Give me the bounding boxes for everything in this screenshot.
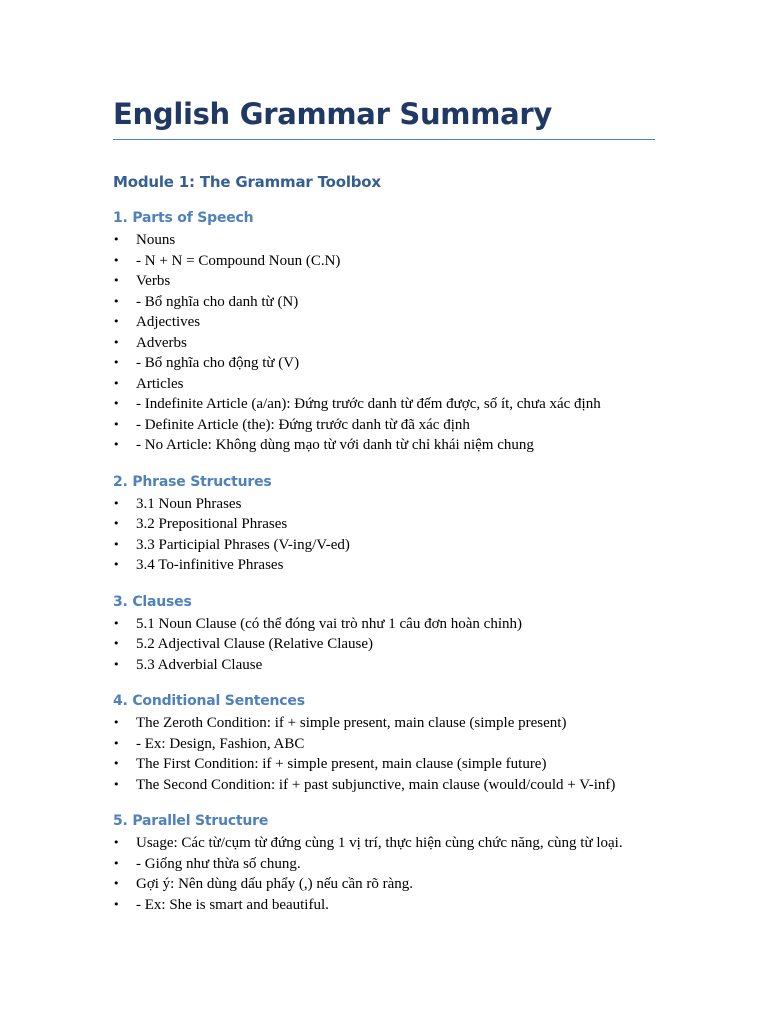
list-item-text: - Bổ nghĩa cho danh từ (N) (136, 293, 299, 310)
list-item-text: - N + N = Compound Noun (C.N) (136, 252, 341, 269)
list-item-text: Verbs (136, 273, 171, 289)
list-item-text: Usage: Các từ/cụm từ đứng cùng 1 vị trí, thực hiện cùng chức năng, cùng từ loại. (136, 835, 623, 851)
list-item (113, 292, 655, 313)
list-item-text: 3.4 To-infinitive Phrases (136, 557, 284, 573)
list-item-text: 5.2 Adjectival Clause (Relative Clause) (136, 636, 374, 652)
bullet-list (113, 614, 655, 676)
bullet-list (113, 494, 655, 576)
section (113, 692, 655, 795)
bullet-icon: • (113, 897, 120, 911)
list-item-text: - Ex: Design, Fashion, ABC (136, 735, 305, 752)
list-item-text: The Second Condition: if + past subjunctive, main clause (would/could + V-inf) (136, 776, 616, 793)
document-page (113, 92, 655, 915)
list-item-text: Nouns (136, 232, 176, 248)
list-item (113, 394, 655, 415)
list-item (113, 415, 655, 436)
list-item (113, 312, 655, 333)
section-heading: 2. Phrase Structures (113, 473, 272, 490)
bullet-icon: • (113, 616, 120, 630)
bullet-list (113, 713, 655, 795)
list-item-text: - Indefinite Article (a/an): Đứng trước danh từ đếm được, số ít, chưa xác định (136, 396, 601, 412)
bullet-icon: • (113, 777, 120, 791)
document-title: English Grammar Summary (113, 92, 655, 140)
bullet-icon: • (113, 274, 120, 287)
list-item (113, 514, 655, 535)
list-item (113, 271, 655, 292)
list-item (113, 555, 655, 576)
bullet-icon: • (113, 716, 120, 729)
list-item-text: 5.1 Noun Clause (có thể đóng vai trò như 1 câu đơn hoàn chỉnh) (136, 615, 522, 632)
bullet-icon: • (113, 856, 120, 870)
list-item (113, 614, 655, 635)
list-item-text: 3.2 Prepositional Phrases (136, 516, 288, 532)
section-heading: 5. Parallel Structure (113, 813, 269, 829)
bullet-icon: • (113, 438, 120, 451)
sections-container (113, 209, 655, 915)
bullet-icon: • (113, 356, 120, 369)
bullet-icon: • (113, 517, 120, 530)
list-item-text: - Ex: She is smart and beautiful. (136, 896, 329, 913)
bullet-icon: • (113, 397, 120, 410)
list-item-text: The Zeroth Condition: if + simple present, main clause (simple present) (136, 715, 567, 731)
list-item-text: The First Condition: if + simple present, main clause (simple future) (136, 756, 547, 772)
list-item-text: Adjectives (136, 314, 201, 330)
list-item (113, 713, 655, 734)
list-item (113, 754, 655, 775)
bullet-icon: • (113, 836, 120, 849)
bullet-icon: • (113, 335, 120, 349)
list-item-text: 5.3 Adverbial Clause (136, 656, 263, 673)
list-item-text: Adverbs (136, 334, 187, 351)
bullet-icon: • (113, 757, 120, 770)
list-item-text: - Giống như thừa số chung. (136, 855, 301, 872)
list-item-text: - Bổ nghĩa cho động từ (V) (136, 355, 300, 371)
section-heading: 3. Clauses (113, 593, 192, 610)
list-item (113, 435, 655, 456)
section-heading: 4. Conditional Sentences (113, 693, 305, 709)
list-item (113, 353, 655, 374)
list-item (113, 874, 655, 895)
list-item-text: 3.3 Participial Phrases (V-ing/V-ed) (136, 536, 350, 553)
list-item (113, 494, 655, 515)
bullet-list (113, 833, 655, 915)
bullet-icon: • (113, 376, 120, 390)
module-heading: Module 1: The Grammar Toolbox (113, 173, 381, 191)
list-item (113, 734, 655, 755)
list-item (113, 251, 655, 272)
section-heading: 1. Parts of Speech (113, 210, 254, 226)
bullet-icon: • (113, 315, 120, 328)
list-item-text: Gợi ý: Nên dùng dấu phẩy (,) nếu cần rõ ràng. (136, 876, 414, 892)
list-item-text: Articles (136, 375, 184, 392)
list-item-text: - Definite Article (the): Đứng trước danh từ đã xác định (136, 416, 470, 433)
list-item (113, 230, 655, 251)
list-item (113, 333, 655, 354)
bullet-icon: • (113, 496, 120, 510)
bullet-icon: • (113, 558, 120, 571)
list-item (113, 535, 655, 556)
bullet-icon: • (113, 637, 120, 650)
list-item (113, 634, 655, 655)
bullet-icon: • (113, 253, 120, 267)
bullet-icon: • (113, 417, 120, 431)
bullet-icon: • (113, 233, 120, 246)
list-item (113, 854, 655, 875)
list-item-text: 3.1 Noun Phrases (136, 495, 242, 512)
bullet-icon: • (113, 657, 120, 671)
list-item (113, 775, 655, 796)
list-item (113, 374, 655, 395)
section (113, 473, 655, 576)
bullet-icon: • (113, 877, 120, 890)
list-item-text: - No Article: Không dùng mạo từ với danh từ chỉ khái niệm chung (136, 437, 534, 453)
section (113, 209, 655, 456)
list-item (113, 895, 655, 916)
bullet-list (113, 230, 655, 456)
bullet-icon: • (113, 537, 120, 551)
bullet-icon: • (113, 294, 120, 308)
section (113, 812, 655, 915)
list-item (113, 833, 655, 854)
bullet-icon: • (113, 736, 120, 750)
list-item (113, 655, 655, 676)
section (113, 593, 655, 676)
